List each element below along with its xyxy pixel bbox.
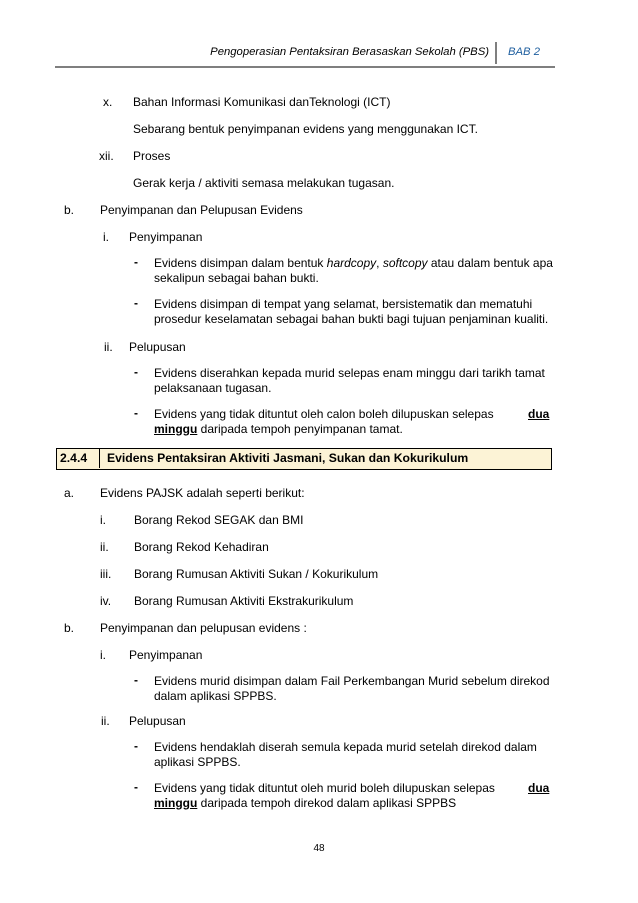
subsection-number: ii. [104, 340, 113, 354]
list-item: Borang Rekod SEGAK dan BMI [134, 513, 304, 527]
bullet-text: Evidens disimpan di tempat yang selamat, bersistematik dan mematuhi [154, 297, 533, 311]
bullet-dash: - [134, 739, 138, 753]
header-rule [55, 66, 555, 68]
header-separator [495, 42, 497, 64]
item-description: Gerak kerja / aktiviti semasa melakukan tugasan. [133, 176, 395, 190]
bullet-text: Evidens hendaklah diserah semula kepada murid setelah direkod dalam [154, 740, 537, 754]
emphasis-text: dua [528, 407, 550, 421]
page-header [55, 42, 555, 70]
bullet-text: pelaksanaan tugasan. [154, 381, 272, 395]
subsection-number: i. [103, 230, 109, 244]
subsection-title: Penyimpanan [129, 648, 203, 662]
item-number: xii. [99, 149, 114, 163]
bullet-text: sekalipun sebagai bahan bukti. [154, 271, 319, 285]
item-description: Sebarang bentuk penyimpanan evidens yang menggunakan ICT. [133, 122, 478, 136]
list-number: ii. [100, 540, 109, 554]
item-number: x. [103, 95, 113, 109]
bullet-text: Evidens disimpan dalam bentuk hardcopy, softcopy atau dalam bentuk apa [154, 256, 553, 270]
header-chapter: BAB 2 [507, 46, 540, 58]
subsection-title: Pelupusan [129, 714, 186, 728]
bullet-dash: - [134, 296, 138, 310]
bullet-text: minggu daripada tempoh penyimpanan tamat. [154, 422, 403, 436]
page-number: 48 [313, 843, 325, 854]
subsection-title: Pelupusan [129, 340, 186, 354]
section-label: b. [64, 203, 75, 217]
list-item: Borang Rekod Kehadiran [134, 540, 269, 554]
emphasis-text: dua [528, 781, 550, 795]
bullet-text: dalam aplikasi SPPBS. [154, 689, 277, 703]
bullet-text: Evidens murid disimpan dalam Fail Perkembangan Murid sebelum direkod [154, 674, 550, 688]
section-heading-box [56, 448, 552, 470]
subsection-title: Penyimpanan [129, 230, 203, 244]
bullet-text: Evidens yang tidak dituntut oleh murid boleh dilupuskan selepas [154, 781, 495, 795]
bullet-dash: - [134, 406, 138, 420]
section-heading: Evidens PAJSK adalah seperti berikut: [100, 486, 305, 500]
item-title: Bahan Informasi Komunikasi danTeknologi (ICT) [133, 95, 391, 109]
bullet-text: Evidens yang tidak dituntut oleh calon boleh dilupuskan selepas [154, 407, 494, 421]
section-label: b. [64, 621, 75, 635]
section-number: 2.4.4 [57, 449, 100, 468]
section-heading: Penyimpanan dan pelupusan evidens : [100, 621, 307, 635]
section-heading: Penyimpanan dan Pelupusan Evidens [100, 203, 303, 217]
bullet-text: aplikasi SPPBS. [154, 755, 241, 769]
section-label: a. [64, 486, 75, 500]
list-number: iv. [100, 594, 112, 608]
bullet-text: prosedur keselamatan sebagai bahan bukti bagi tujuan penjaminan kualiti. [154, 312, 549, 326]
subsection-number: ii. [101, 714, 110, 728]
bullet-dash: - [134, 365, 138, 379]
list-item: Borang Rumusan Aktiviti Sukan / Kokurikulum [134, 567, 379, 581]
bullet-dash: - [134, 673, 138, 687]
subsection-number: i. [100, 648, 106, 662]
list-item: Borang Rumusan Aktiviti Ekstrakurikulum [134, 594, 354, 608]
bullet-text: minggu daripada tempoh direkod dalam aplikasi SPPBS [154, 796, 457, 810]
section-title: Evidens Pentaksiran Aktiviti Jasmani, Sukan dan Kokurikulum [107, 451, 469, 465]
list-number: i. [100, 513, 106, 527]
bullet-text: Evidens diserahkan kepada murid selepas enam minggu dari tarikh tamat [154, 366, 545, 380]
bullet-dash: - [134, 780, 138, 794]
bullet-dash: - [134, 255, 138, 269]
header-title: Pengoperasian Pentaksiran Berasaskan Sekolah (PBS) [210, 46, 489, 58]
item-title: Proses [133, 149, 171, 163]
list-number: iii. [100, 567, 112, 581]
